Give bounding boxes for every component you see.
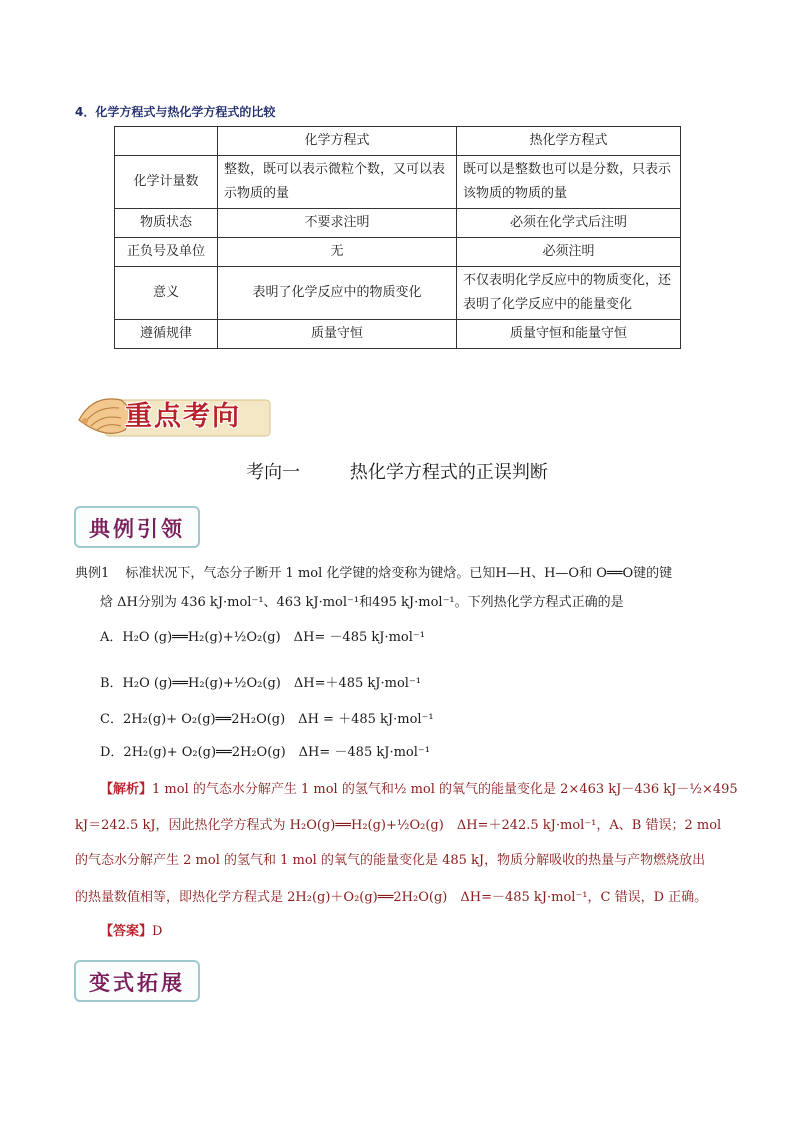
table-header-cell: 热化学方程式 — [457, 127, 681, 156]
table-header-row — [115, 127, 681, 156]
table-row — [115, 238, 681, 267]
table-header-cell — [115, 127, 218, 156]
table-cell: 化学计量数 — [115, 156, 218, 209]
table-cell: 物质状态 — [115, 209, 218, 238]
table-cell: 意义 — [115, 267, 218, 320]
trend-heading — [0, 458, 794, 484]
example-line-1 — [75, 564, 672, 584]
box-title: 典例引领 — [89, 516, 185, 541]
table-row — [115, 320, 681, 349]
analysis-text: 1 mol 的气态水分解产生 1 mol 的氢气和½ mol 的氧气的能量变化是 2×463 kJ－436 kJ－½×495 — [152, 782, 738, 797]
table-cell: 既可以是整数也可以是分数，只表示该物质的物质的量 — [457, 156, 681, 209]
answer-value: D — [152, 924, 163, 939]
option-b: B．H₂O (g)══H₂(g)+½O₂(g) ΔH=＋485 kJ·mol⁻¹ — [100, 676, 422, 691]
analysis-line-3: 的气态水分解产生 2 mol 的氢气和 1 mol 的氧气的能量变化是 485 kJ，物质分解吸收的热量与产物燃烧放出 — [75, 853, 706, 868]
table-cell: 遵循规律 — [115, 320, 218, 349]
answer-line — [100, 922, 162, 942]
box-title: 变式拓展 — [89, 970, 185, 995]
table-cell: 整数，既可以表示微粒个数，又可以表示物质的量 — [218, 156, 457, 209]
table-cell: 不要求注明 — [218, 209, 457, 238]
example-line-2: 焓 ΔH分别为 436 kJ·mol⁻¹、463 kJ·mol⁻¹和495 kJ·mol⁻¹。下列热化学方程式正确的是 — [100, 595, 624, 610]
option-c: C．2H₂(g)+ O₂(g)══2H₂O(g) ΔH = ＋485 kJ·mol⁻¹ — [100, 712, 434, 727]
banner-title: 重点考向 — [125, 401, 241, 432]
table-row — [115, 156, 681, 209]
table-cell: 正负号及单位 — [115, 238, 218, 267]
answer-tag: 【答案】 — [100, 924, 153, 939]
table-cell: 无 — [218, 238, 457, 267]
table-cell: 必须在化学式后注明 — [457, 209, 681, 238]
analysis-line-2: kJ＝242.5 kJ，因此热化学方程式为 H₂O(g)══H₂(g)+½O₂(g) ΔH=＋242.5 kJ·mol⁻¹，A、B 错误；2 mol — [75, 818, 722, 833]
analysis-line-4: 的热量数值相等，即热化学方程式是 2H₂(g)＋O₂(g)══2H₂O(g) ΔH=－485 kJ·mol⁻¹，C 错误，D 正确。 — [75, 890, 708, 905]
table-row — [115, 267, 681, 320]
table-cell: 质量守恒和能量守恒 — [457, 320, 681, 349]
table-cell: 表明了化学反应中的物质变化 — [218, 267, 457, 320]
key-trend-banner — [75, 390, 275, 442]
table-cell: 必须注明 — [457, 238, 681, 267]
section-title: 4．化学方程式与热化学方程式的比较 — [75, 105, 276, 119]
table-header-cell: 化学方程式 — [218, 127, 457, 156]
trend-title: 热化学方程式的正误判断 — [349, 462, 548, 483]
example-box-heading — [74, 506, 200, 548]
table-cell: 质量守恒 — [218, 320, 457, 349]
table-row — [115, 209, 681, 238]
example-label: 典例1 — [75, 566, 110, 581]
option-d: D．2H₂(g)+ O₂(g)══2H₂O(g) ΔH= －485 kJ·mol⁻¹ — [100, 745, 430, 760]
trend-label: 考向一 — [246, 462, 301, 483]
analysis-tag: 【解析】 — [100, 782, 153, 797]
comparison-table — [114, 126, 681, 349]
variant-box-heading — [74, 960, 200, 1002]
analysis-line-1 — [100, 780, 738, 800]
table-cell: 不仅表明化学反应中的物质变化，还表明了化学反应中的能量变化 — [457, 267, 681, 320]
option-a: A．H₂O (g)══H₂(g)+½O₂(g) ΔH= －485 kJ·mol⁻¹ — [100, 630, 425, 645]
example-text: 标准状况下，气态分子断开 1 mol 化学键的焓变称为键焓。已知H—H、H—O和 O══O键的键 — [125, 566, 673, 581]
